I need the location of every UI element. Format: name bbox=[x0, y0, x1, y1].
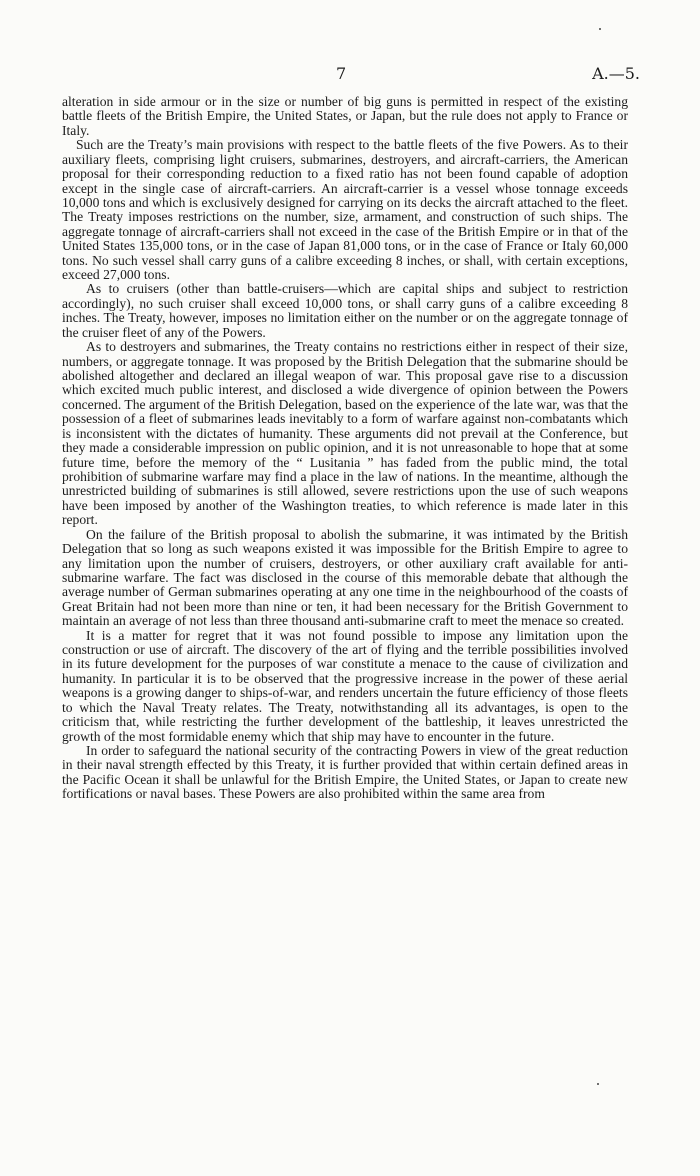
paragraph: Such are the Treaty’s main provisions with respect to the battle fleets of the five Powers. As to their auxiliary fleets, comprising light cruisers, submarines, destroyers, and aircraft-carriers, the American proposal for their corresponding reduction to a fixed ratio has not been found capable of adoption except in the single case of aircraft-carriers. An aircraft-carrier is a vessel whose tonnage exceeds 10,000 tons and which is exclusively designed for carrying on its decks the aircraft attached to the fleet. The Treaty imposes restrictions on the number, size, armament, and construction of such ships. The aggregate tonnage of aircraft-carriers shall not exceed in the case of the British Empire or in that of the United States 135,000 tons, or in the case of Japan 81,000 tons, or in the case of France or Italy 60,000 tons. No such vessel shall carry guns of a calibre exceeding 8 inches, or shall, with certain exceptions, exceed 27,000 tons. bbox=[62, 137, 628, 283]
paragraph: It is a matter for regret that it was not found possible to impose any limitation upon the construction or use of aircraft. The discovery of the art of flying and the terrible possibilities involved in its future development for the purposes of war constitute a menace to the cause of civilization and humanity. In particular it is to be observed that the progressive increase in the power of these aerial weapons is a growing danger to ships-of-war, and renders uncertain the future efficiency of those fleets to which the Naval Treaty relates. The Treaty, notwithstanding all its advantages, is open to the criticism that, while restricting the further development of the battleship, it leaves unrestricted the growth of the most formidable enemy which that ship may have to encounter in the future. bbox=[62, 627, 628, 744]
page-number: 7 bbox=[336, 64, 347, 83]
document-reference: A.—5. bbox=[592, 64, 640, 83]
scan-speck bbox=[599, 28, 601, 30]
paragraph: On the failure of the British proposal to abolish the submarine, it was intimated by the British Delegation that so long as such weapons existed it was impossible for the British Empire to agree to any limitation upon the number of cruisers, destroyers, or other auxiliary craft available for anti-submarine warfare. The fact was disclosed in the course of this memorable debate that although the average number of German submarines operating at any one time in the neighbourhood of the coasts of Great Britain had not been more than nine or ten, it had been necessary for the British Government to maintain an average of not less than three thousand anti-submarine craft to meet the menace so created. bbox=[62, 526, 628, 629]
paragraph: In order to safeguard the national security of the contracting Powers in view of the great reduction in their naval strength effected by this Treaty, it is further provided that within certain defined areas in the Pacific Ocean it shall be unlawful for the British Empire, the United States, or Japan to create new fortifications or naval bases. These Powers are also prohibited within the same area from bbox=[62, 742, 628, 802]
paragraph: alteration in side armour or in the size or number of big guns is permitted in respect of the existing battle fleets of the British Empire, the United States, or Japan, but the rule does not apply to France or Italy. bbox=[62, 94, 628, 138]
paragraph: As to cruisers (other than battle-cruisers—which are capital ships and subject to restriction accordingly), no such cruiser shall exceed 10,000 tons, or shall carry guns of a calibre exceeding 8 inches. The Treaty, however, imposes no limitation either on the number or on the aggregate tonnage of the cruiser fleet of any of the Powers. bbox=[62, 281, 628, 340]
report-body bbox=[62, 95, 628, 802]
scan-speck bbox=[597, 1083, 599, 1085]
paragraph: As to destroyers and submarines, the Treaty contains no restrictions either in respect of their size, numbers, or aggregate tonnage. It was proposed by the British Delegation that the submarine should be abolished altogether and declared an illegal weapon of war. This proposal gave rise to a discussion which excited much public interest, and disclosed a wide divergence of opinion between the Powers concerned. The argument of the British Delegation, based on the experience of the late war, was that the possession of a fleet of submarines leads inevitably to a form of warfare against non-combatants which is inconsistent with the dictates of humanity. These arguments did not prevail at the Conference, but they made a considerable impression on public opinion, and it is not unreasonable to hope that at some future time, before the memory of the “ Lusitania ” has faded from the public mind, the total prohibition of submarine warfare may find a place in the law of nations. In the meantime, although the unrestricted building of submarines is still allowed, severe restrictions upon the use of such weapons have been imposed by another of the Washington treaties, to which reference is made later in this report. bbox=[62, 339, 628, 528]
page-header bbox=[62, 64, 640, 86]
